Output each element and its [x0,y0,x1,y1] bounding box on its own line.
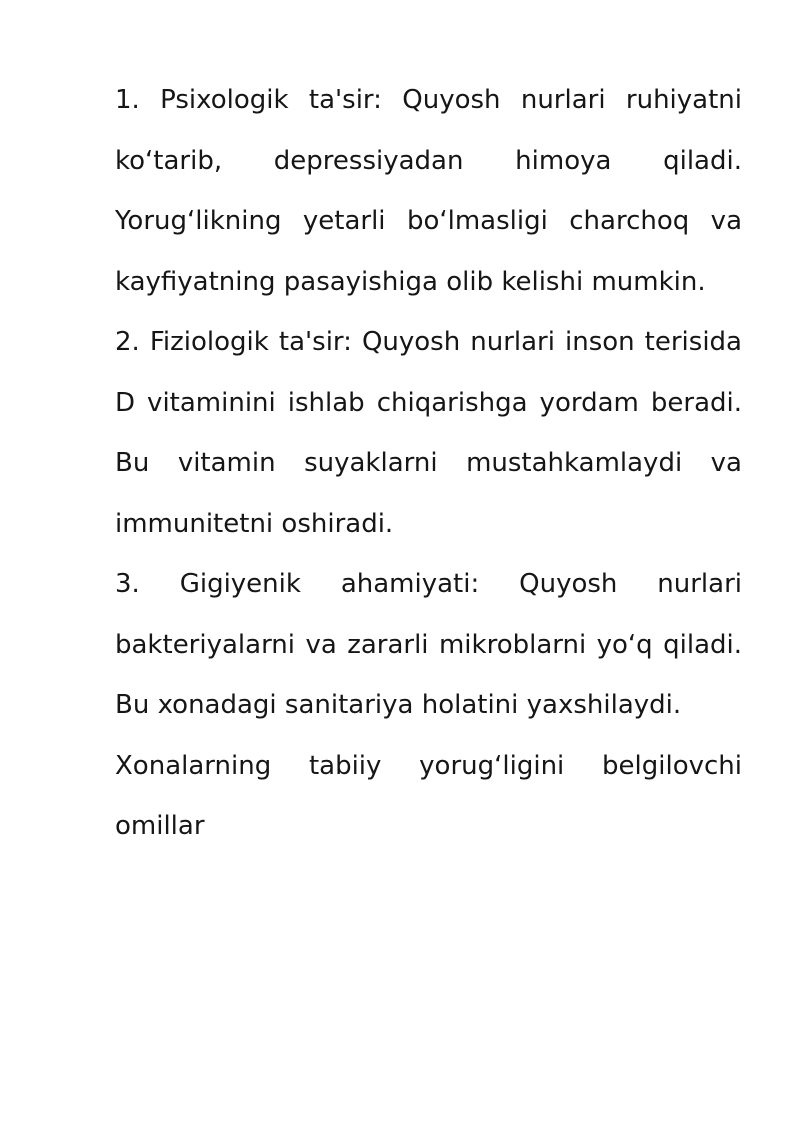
document-page [115,70,742,857]
section-heading-natural-light-factors: Xonalarning tabiiy yorug‘ligini belgilovchi omillar [115,750,742,841]
paragraph-psychological-effect: 1. Psixologik ta'sir: Quyosh nurlari ruhiyatni ko‘tarib, depressiyadan himoya qiladi. Yorug‘likning yetarli bo‘lmasligi charchoq va kayfiyatning pasayishiga olib kelishi mumkin. [115,85,742,297]
paragraph-hygienic-importance: 3. Gigiyenik ahamiyati: Quyosh nurlari bakteriyalarni va zararli mikroblarni yo‘q qiladi. Bu xonadagi sanitariya holatini yaxshilaydi. [115,569,742,720]
paragraph-physiological-effect: 2. Fiziologik ta'sir: Quyosh nurlari inson terisida D vitaminini ishlab chiqarishga yordam beradi. Bu vitamin suyaklarni mustahkamlaydi va immunitetni oshiradi. [115,327,742,539]
